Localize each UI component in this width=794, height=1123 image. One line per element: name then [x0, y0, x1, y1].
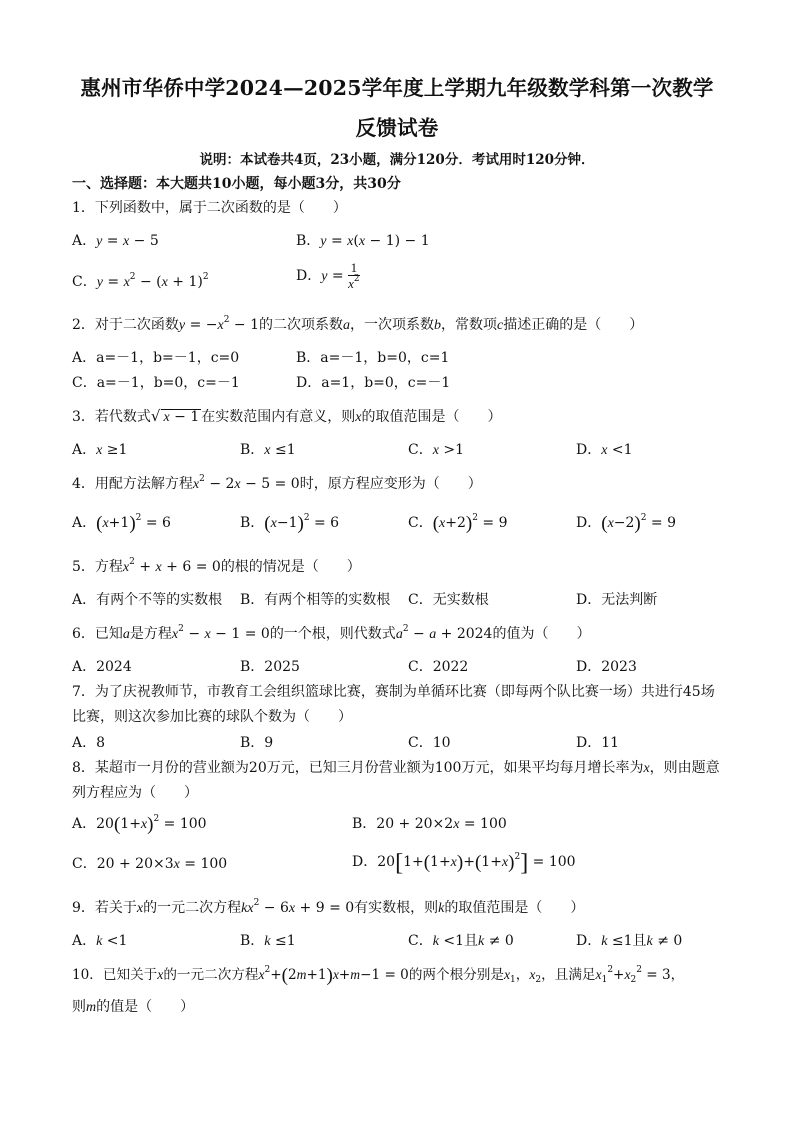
q3-option-c: C．x >1	[408, 442, 465, 458]
question-6-stem: 6．已知a是方程$x^2 - x - 1 = 0$的一个根，则代数式$a^2 - a + 2024$的值为（ ）	[72, 624, 591, 642]
q9-option-c: C．k <1且k ≠ 0	[408, 933, 514, 949]
q7-option-c: C．10	[408, 735, 451, 751]
q5-option-a: A．有两个不等的实数根	[72, 592, 223, 608]
question-4-stem: 4．用配方法解方程$x^2 - 2x - 5 = 0$时，原方程应变形为（ ）	[72, 474, 482, 492]
question-5-stem: 5．方程$x^2 + x + 6 = 0$的根的情况是（ ）	[72, 557, 361, 575]
q1-option-b: B．y = x(x − 1) − 1	[296, 233, 430, 249]
q6-option-d: D．2023	[576, 659, 637, 675]
q9-option-b: B．k ≤1	[240, 933, 296, 949]
q5-option-b: B．有两个相等的实数根	[240, 592, 391, 608]
q7-option-a: A．8	[72, 735, 106, 751]
q4-option-d: D．$(x-2)^2 = 9$	[576, 513, 677, 534]
exam-instructions: 说明：本试卷共4页，23小题，满分120分．考试用时120分钟．	[199, 152, 595, 168]
q8-option-d: D．$20[1+(1+x)+(1+x)^2] = 100$	[352, 850, 576, 876]
q8-option-b: B．20 + 20×2x = 100	[352, 816, 507, 832]
q6-option-c: C．2022	[408, 659, 469, 675]
question-7-line1: 7．为了庆祝教师节，市教育工会组织篮球比赛，赛制为单循环比赛（即每两个队比赛一场）共进行45场	[72, 684, 715, 700]
question-3-stem: 3．若代数式√ x − 1 在实数范围内有意义，则x的取值范围是（ ）	[72, 407, 502, 425]
q4-option-a: A．$(x+1)^2 = 6$	[72, 513, 171, 534]
question-2-stem: 2．对于二次函数$y = -x^2 - 1$的二次项系数a，一次项系数b，常数项c描述正确的是（ ）	[72, 315, 644, 333]
section-heading-choice: 一、选择题：本大题共10小题，每小题3分，共30分	[72, 176, 401, 192]
question-10-line2: 则m的值是（ ）	[72, 999, 195, 1015]
q3-option-b: B．x ≤1	[240, 442, 296, 458]
exam-title-line1: 惠州市华侨中学2024—2025学年度上学期九年级数学科第一次教学	[80, 76, 714, 100]
question-8-line2: 列方程应为（ ）	[72, 785, 198, 801]
q8-option-a: A．$20(1+x)^2 = 100$	[72, 814, 207, 835]
q9-option-a: A．k <1	[72, 933, 128, 949]
q5-option-d: D．无法判断	[576, 592, 658, 608]
q4-option-b: B．$(x-1)^2 = 6$	[240, 513, 340, 534]
q2-option-a: A．a=－1，b=－1，c=0	[72, 350, 240, 366]
q1-option-c: C．$y = x^2 - (x + 1)^2$	[72, 272, 209, 290]
q1-option-d: D．y = $\frac{1}{x^2}$	[296, 260, 360, 291]
q2-option-b: B．a=－1，b=0，c=1	[296, 350, 450, 366]
q9-option-d: D．k ≤1且k ≠ 0	[576, 933, 683, 949]
q6-option-b: B．2025	[240, 659, 300, 675]
q5-option-c: C．无实数根	[408, 592, 489, 608]
question-10-line1: 10．已知关于x的一元二次方程$x^2+(2m+1)x+m-1 = 0$的两个根分别是$x_1$，$x_2$，且满足$x_1^2+x_2^2 = 3$，	[72, 965, 685, 986]
question-7-line2: 比赛，则这次参加比赛的球队个数为（ ）	[72, 709, 352, 725]
q2-option-c: C．a=－1，b=0，c=－1	[72, 375, 240, 391]
q8-option-c: C．20 + 20×3x = 100	[72, 856, 228, 872]
q3-option-d: D．x <1	[576, 442, 633, 458]
q4-option-c: C．$(x+2)^2 = 9$	[408, 513, 508, 534]
q7-option-b: B．9	[240, 735, 274, 751]
q6-option-a: A．2024	[72, 659, 132, 675]
exam-title-line2: 反馈试卷	[355, 116, 439, 140]
q7-option-d: D．11	[576, 735, 620, 751]
q1-option-a: A．y = x − 5	[72, 233, 159, 249]
question-8-line1: 8．某超市一月份的营业额为20万元，已知三月份营业额为100万元，如果平均每月增长率为x，则由题意	[72, 760, 720, 776]
q3-option-a: A．x ≥1	[72, 442, 128, 458]
question-9-stem: 9．若关于x的一元二次方程$kx^2 - 6x + 9 = 0$有实数根，则k的取值范围是（ ）	[72, 898, 585, 916]
q2-option-d: D．a=1，b=0，c=－1	[296, 375, 451, 391]
question-1-stem: 1．下列函数中，属于二次函数的是（ ）	[72, 200, 347, 216]
